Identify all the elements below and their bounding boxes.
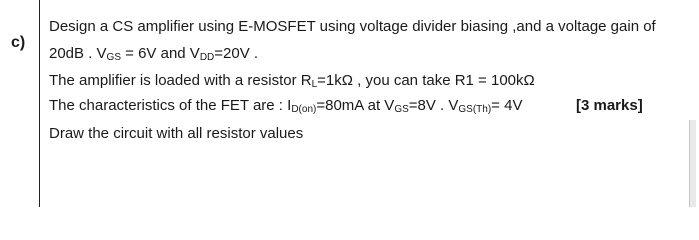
- question-line-4: [49, 97, 522, 114]
- text-segment: =8V . V: [408, 97, 459, 114]
- text-segment: The amplifier is loaded with a resistor R: [49, 72, 312, 89]
- question-line-5: Draw the circuit with all resistor values: [49, 125, 304, 142]
- subscript: GS(Th): [458, 104, 492, 115]
- question-line-2: [49, 45, 258, 62]
- scrollbar[interactable]: [689, 120, 696, 207]
- text-segment: =80mA at V: [316, 97, 395, 114]
- text-segment: = 4V: [491, 97, 523, 114]
- subscript: GS: [394, 104, 409, 115]
- text-segment: = 6V and V: [121, 45, 200, 62]
- question-label: c): [11, 34, 26, 51]
- text-segment: 20dB . V: [49, 45, 107, 62]
- subscript: D(on): [291, 104, 317, 115]
- text-segment: =20V .: [214, 45, 259, 62]
- question-line-3: [49, 72, 535, 89]
- column-divider: [39, 0, 40, 207]
- subscript: DD: [199, 52, 215, 63]
- text-segment: The characteristics of the FET are : I: [49, 97, 292, 114]
- subscript: L: [311, 79, 318, 90]
- marks-label: [3 marks]: [576, 97, 643, 114]
- subscript: GS: [106, 52, 121, 63]
- text-segment: =1kΩ , you can take R1 = 100kΩ: [317, 72, 535, 89]
- question-line-1: Design a CS amplifier using E-MOSFET using voltage divider biasing ,and a voltage gain of: [49, 18, 656, 35]
